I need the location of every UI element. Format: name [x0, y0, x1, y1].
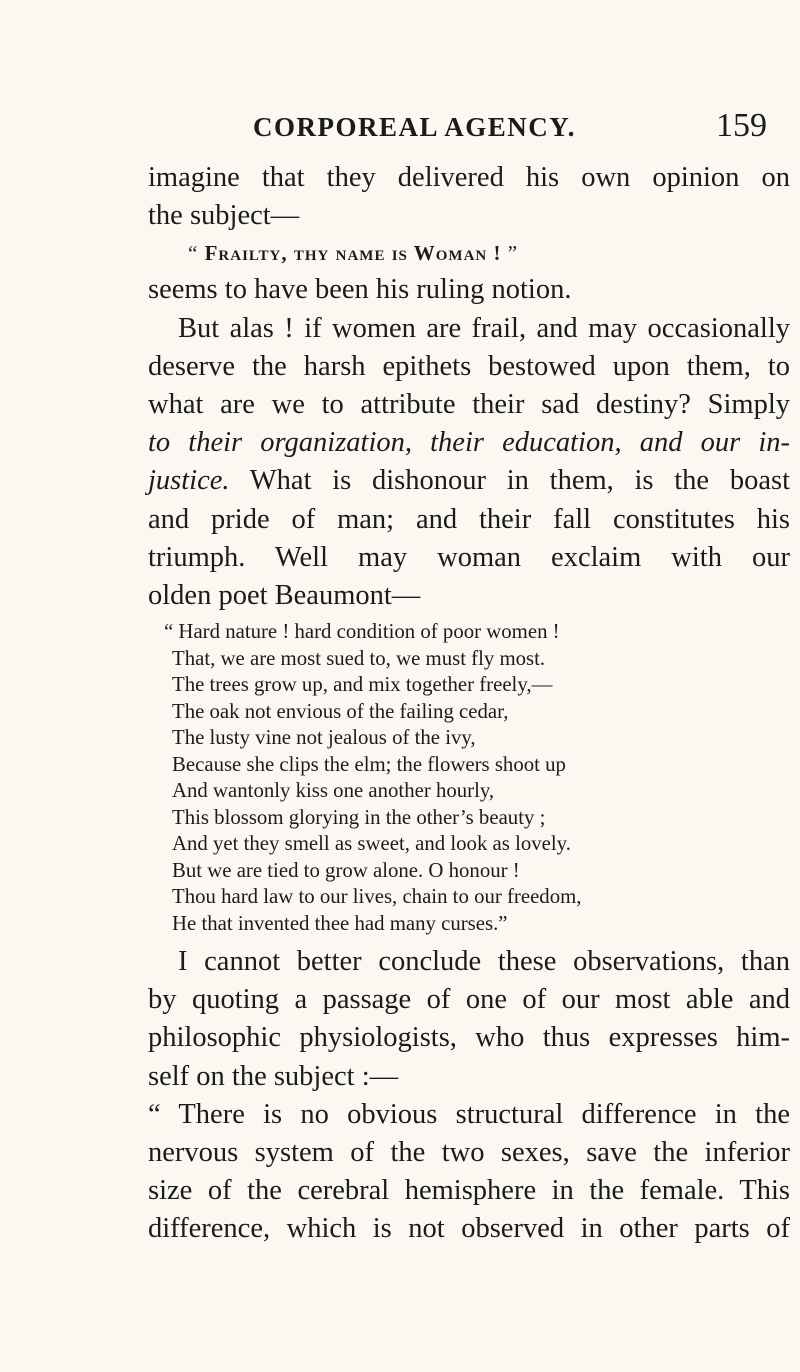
- page-header: [0, 107, 800, 152]
- poem-line: This blossom glorying in the other’s beauty ;: [172, 805, 546, 829]
- text-line: difference, which is not observed in other parts of: [148, 1213, 790, 1245]
- poem-line: He that invented thee had many curses.”: [172, 911, 508, 935]
- poem-line: That, we are most sued to, we must fly most.: [172, 646, 546, 670]
- text-line: olden poet Beaumont—: [148, 579, 421, 611]
- text-line: the subject—: [148, 200, 300, 232]
- text-line: by quoting a passage of one of our most able and: [148, 984, 790, 1016]
- poem-line: “ Hard nature ! hard condition of poor women !: [164, 620, 560, 644]
- text-line: [148, 424, 790, 462]
- text-span: What is dishonour in them, is the boast: [229, 465, 790, 497]
- poem-line: But we are tied to grow alone. O honour !: [172, 858, 520, 882]
- italic-phrase: to their organization, their education, and our in-: [148, 427, 790, 459]
- poem-line: Thou hard law to our lives, chain to our freedom,: [172, 885, 582, 909]
- text-line: philosophic physiologists, who thus expresses him-: [148, 1022, 790, 1054]
- poem-line: And yet they smell as sweet, and look as lovely.: [172, 832, 571, 856]
- text-line: imagine that they delivered his own opinion on: [148, 162, 790, 193]
- page-body: [148, 159, 790, 1249]
- text-line: triumph. Well may woman exclaim with our: [148, 541, 790, 573]
- poem-line: The lusty vine not jealous of the ivy,: [172, 726, 476, 750]
- italic-phrase: justice.: [148, 465, 230, 497]
- poem-line: Because she clips the elm; the flowers shoot up: [172, 752, 566, 776]
- poem-quotation: [148, 619, 790, 937]
- text-line: size of the cerebral hemisphere in the female. This: [148, 1175, 790, 1207]
- text-line: deserve the harsh epithets bestowed upon them, to: [148, 350, 790, 382]
- text-line: seems to have been his ruling notion.: [148, 274, 572, 306]
- text-line: “ There is no obvious structural difference in the: [148, 1098, 790, 1130]
- quoted-motto: [148, 235, 790, 271]
- running-head: CORPOREAL AGENCY.: [253, 112, 577, 142]
- motto-open-quote: “: [188, 241, 205, 266]
- text-line: [148, 462, 790, 500]
- poem-line: The trees grow up, and mix together freely,—: [172, 673, 553, 697]
- page-number: 159: [716, 107, 767, 144]
- poem-line: And wantonly kiss one another hourly,: [172, 779, 495, 803]
- text-line: and pride of man; and their fall constitutes his: [148, 503, 790, 535]
- poem-line: The oak not envious of the failing cedar,: [172, 699, 509, 723]
- text-line: But alas ! if women are frail, and may occasionally: [178, 312, 790, 344]
- text-line: what are we to attribute their sad destiny? Simply: [148, 388, 790, 420]
- motto-phrase: Frailty, thy name is Woman !: [204, 241, 502, 266]
- text-line: I cannot better conclude these observations, than: [178, 946, 790, 978]
- text-line: nervous system of the two sexes, save the inferior: [148, 1137, 790, 1168]
- motto-close-quote: ”: [501, 241, 519, 266]
- text-line: self on the subject :—: [148, 1060, 399, 1092]
